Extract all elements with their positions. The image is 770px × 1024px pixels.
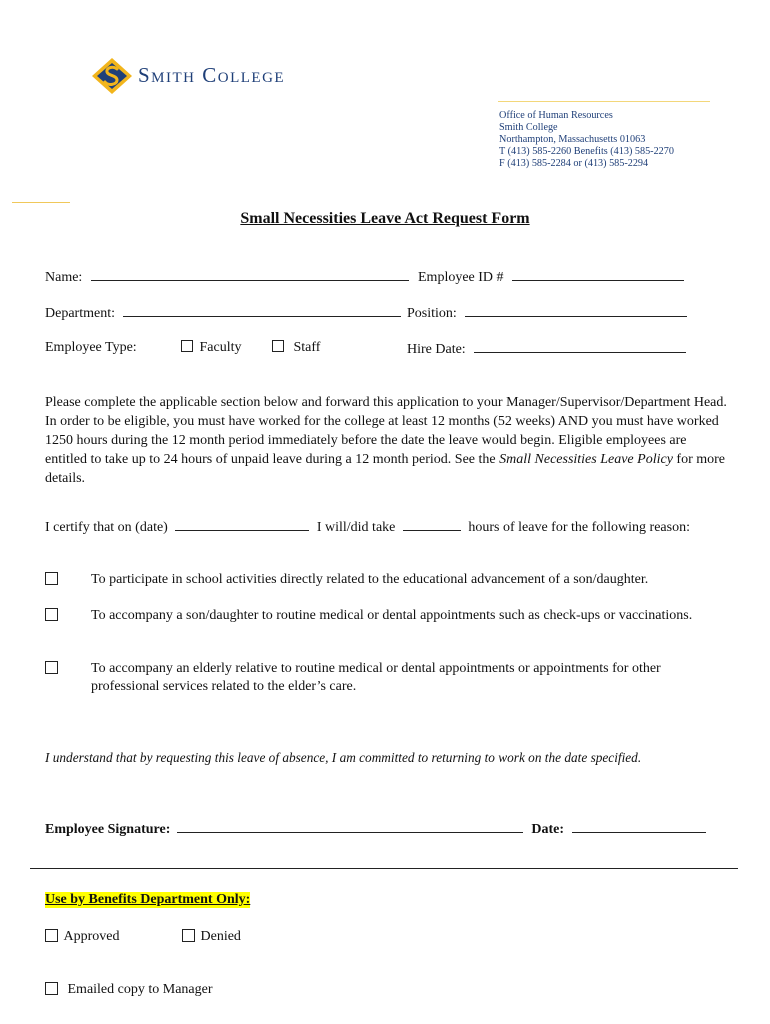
approved-checkbox[interactable] <box>45 929 58 942</box>
staff-option <box>272 340 320 356</box>
department-label: Department: <box>45 306 115 321</box>
instructions-text: Please complete the applicable section below and forward this application to your Manager/Supervisor/Department Head. In order to be eligible, you must have worked for the college at least 12 months (52 weeks) AND you must have worked 1250 hours during the 12 month period immediately before the date the leave would begin. Eligible employees are entitled to take up to 24 hours of unpaid leave during a 12 month period. See the <box>45 395 727 467</box>
reason-elder-care-text: To accompany an elderly relative to routine medical or dental appointments or appointments for other professional services related to the elder’s care. <box>91 661 661 694</box>
smith-college-logo <box>90 56 134 101</box>
position-row <box>407 304 687 322</box>
signature-row <box>45 820 706 838</box>
emailed-label: Emailed copy to Manager <box>67 982 213 997</box>
signature-label: Employee Signature: <box>45 822 171 837</box>
staff-checkbox[interactable] <box>272 340 284 352</box>
name-field[interactable] <box>91 268 409 281</box>
address-divider <box>498 101 710 102</box>
name-label: Name: <box>45 270 83 285</box>
department-row <box>45 304 401 322</box>
form-title: Small Necessities Leave Act Request Form <box>240 210 530 227</box>
hire-date-label: Hire Date: <box>407 342 466 357</box>
faculty-checkbox[interactable] <box>181 340 193 352</box>
denied-label: Denied <box>200 929 241 944</box>
college-seal-icon <box>90 56 134 96</box>
certify-text-3: hours of leave for the following reason: <box>468 520 690 535</box>
instructions-tail: for more details. <box>45 452 726 486</box>
employee-id-field[interactable] <box>512 268 684 281</box>
checkbox-box <box>45 608 58 621</box>
checkbox-box <box>45 661 58 674</box>
name-row <box>45 268 409 286</box>
benefits-heading: Use by Benefits Department Only: <box>45 892 251 907</box>
denied-option <box>182 929 241 945</box>
hire-date-field[interactable] <box>474 340 686 353</box>
address-line: Northampton, Massachusetts 01063 <box>499 134 646 145</box>
certify-row <box>45 518 690 536</box>
emailed-checkbox[interactable] <box>45 982 58 995</box>
college-name: Smith College <box>138 63 286 87</box>
position-field[interactable] <box>465 304 687 317</box>
emailed-option <box>45 982 213 998</box>
section-divider <box>30 868 738 869</box>
address-line: T (413) 585-2260 Benefits (413) 585-2270 <box>499 146 674 157</box>
leave-date-field[interactable] <box>175 518 309 531</box>
certify-text-1: I certify that on (date) <box>45 520 168 535</box>
leave-hours-field[interactable] <box>403 518 461 531</box>
address-line: Smith College <box>499 122 558 133</box>
instructions-paragraph <box>45 393 730 488</box>
address-line: Office of Human Resources <box>499 110 613 121</box>
department-field[interactable] <box>123 304 401 317</box>
checkbox-box <box>45 572 58 585</box>
reason-school-checkbox[interactable] <box>45 572 58 590</box>
employee-type-label: Employee Type: <box>45 340 137 355</box>
reason-school-text: To participate in school activities directly related to the educational advancement of a son/daughter. <box>91 572 649 587</box>
approved-option <box>45 929 120 945</box>
address-line: F (413) 585-2284 or (413) 585-2294 <box>499 158 649 169</box>
employee-id-row <box>418 268 684 286</box>
signature-date-label: Date: <box>531 822 565 837</box>
approved-label: Approved <box>63 929 120 944</box>
signature-field[interactable] <box>177 820 523 833</box>
reason-child-medical-checkbox[interactable] <box>45 608 58 626</box>
commitment-statement: I understand that by requesting this leave of absence, I am committed to returning to work on the date specified. <box>45 750 642 765</box>
certify-text-2: I will/did take <box>316 520 396 535</box>
faculty-label: Faculty <box>199 340 242 355</box>
position-label: Position: <box>407 306 457 321</box>
address-block <box>499 110 674 170</box>
denied-checkbox[interactable] <box>182 929 195 942</box>
reason-child-medical-text: To accompany a son/daughter to routine medical or dental appointments such as check-ups or vaccinations. <box>91 608 693 623</box>
reason-elder-care-checkbox[interactable] <box>45 661 58 679</box>
faculty-option <box>181 340 242 356</box>
signature-date-field[interactable] <box>572 820 706 833</box>
decorative-mark <box>12 202 70 203</box>
hire-date-row <box>407 340 686 358</box>
policy-reference: Small Necessities Leave Policy <box>499 452 673 467</box>
employee-id-label: Employee ID # <box>418 270 504 285</box>
staff-label: Staff <box>293 340 321 355</box>
